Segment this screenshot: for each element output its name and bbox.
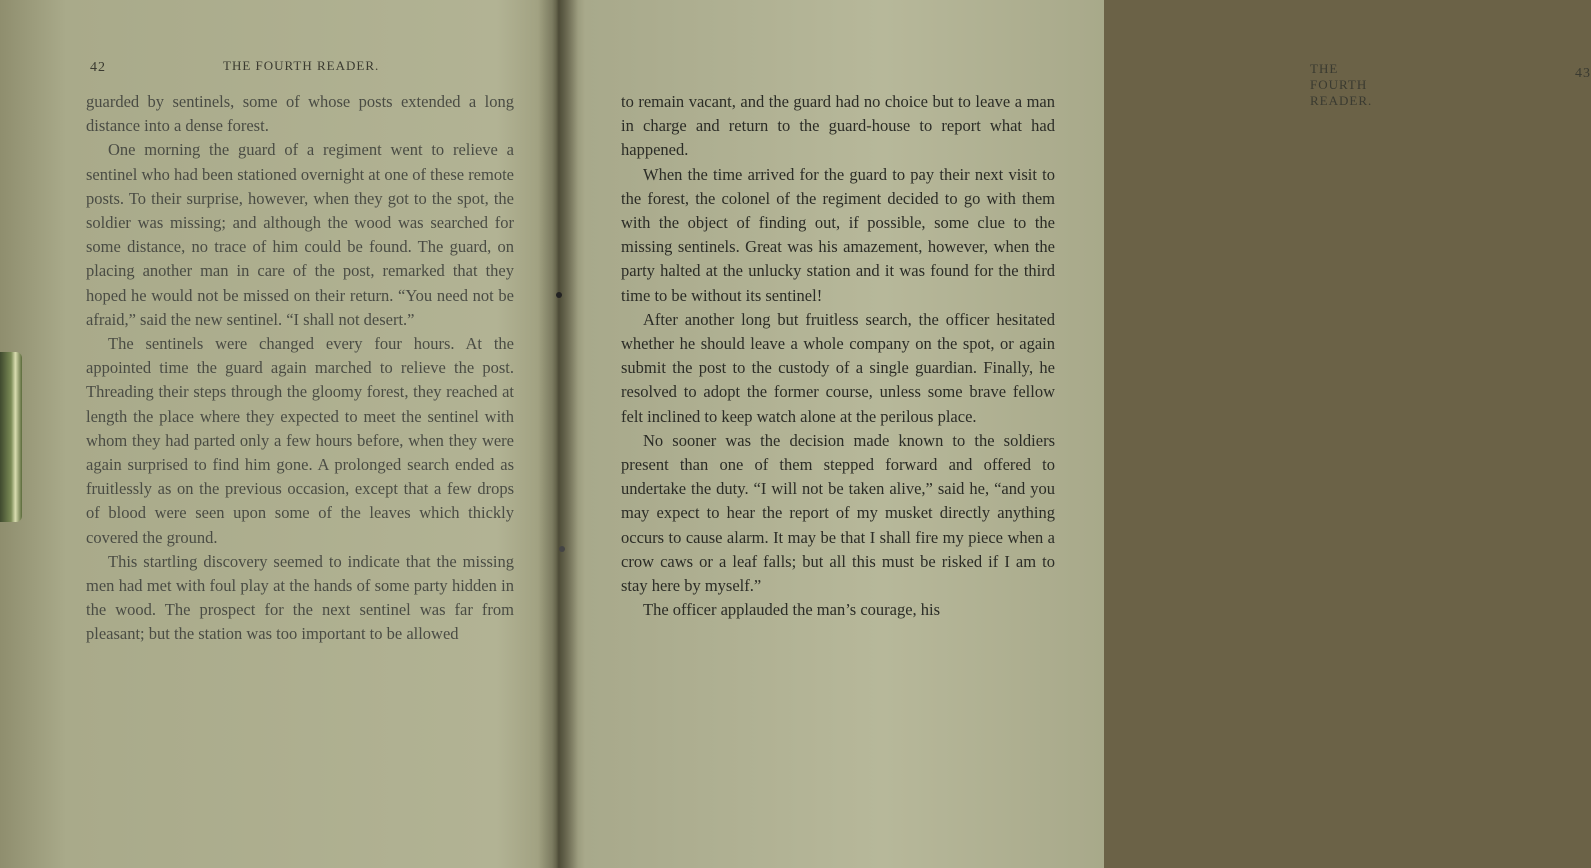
running-head-left: THE FOURTH READER. <box>223 58 380 73</box>
paragraph: After another long but fruitless search, the officer hesitated whether he should leave a whole company on the spot, or again submit the post to the custody of a single guardian. Finally, he resolved to adopt the former course, unless some brave fellow felt inclined to keep watch alone at the perilous place. <box>621 309 1055 426</box>
paragraph: to remain vacant, and the guard had no choice but to leave a man in charge and return to the guard-house to report what had happened. <box>621 92 1055 160</box>
page-number-left: 42 <box>90 60 106 75</box>
paragraph: One morning the guard of a regiment went to relieve a sentinel who had been stationed overnight at one of these remote posts. To their surprise, however, when they got to the spot, the soldier was missing; and although the wood was searched for some distance, no trace of him could be found. The guard, on placing another man in care of the post, remarked that they hoped he would not be missed on their return. “You need not be afraid,” said the new sentinel. “I shall not desert.” <box>86 140 514 329</box>
page-number-right: 43 <box>1575 66 1591 81</box>
paragraph: This startling discovery seemed to indicate that the missing men had met with foul play at the hands of some party hidden in the wood. The prospect for the next sentinel was far from pleasant; but the station was too important to be allowed <box>86 551 514 644</box>
paragraph: The officer applauded the man’s courage, his <box>643 600 941 620</box>
left-page-body <box>86 90 514 647</box>
running-head-right: THE FOURTH READER. <box>1310 61 1373 108</box>
paragraph: guarded by sentinels, some of whose posts extended a long distance into a dense forest. <box>86 92 514 136</box>
right-page-body <box>621 90 1055 622</box>
paragraph: The sentinels were changed every four hours. At the appointed time the guard again marched to relieve the post. Threading their steps through the gloomy forest, they reached at length the place where they expected to meet the sentinel with whom they had parted only a few hours before, when they were again surprised to find him gone. A prolonged search ended as fruitlessly as on the previous occasion, except that a few drops of blood were seen upon some of the leaves which thickly covered the ground. <box>86 334 514 547</box>
paragraph: No sooner was the decision made known to the soldiers present than one of them stepped forward and offered to undertake the duty. “I will not be taken alive,” said he, “and you may expect to hear the report of my musket directly anything occurs to cause alarm. It may be that I shall fire my piece when a crow caws or a leaf falls; but all this must be risked if I am to stay here by myself.” <box>621 430 1055 596</box>
paragraph: When the time arrived for the guard to pay their next visit to the forest, the colonel of the regiment decided to go with them with the object of finding out, if possible, some clue to the missing sentinels. Great was his amazement, however, when the party halted at the unlucky station and it was found for the third time to be without its sentinel! <box>621 164 1055 305</box>
